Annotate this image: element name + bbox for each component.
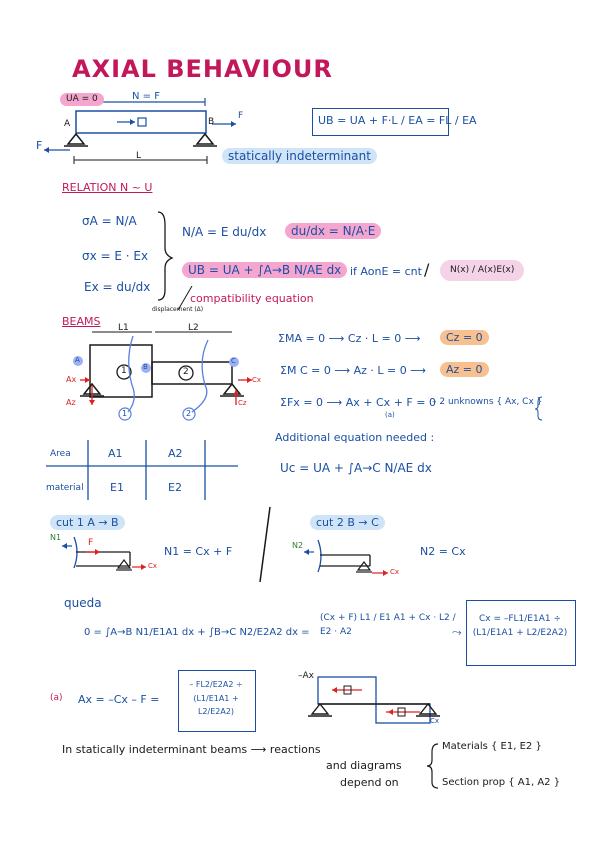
sum-moments-a-eq: ΣMA = 0 ⟶ Cz · L = 0 ⟶ (278, 332, 421, 345)
n1-equation: N1 = Cx + F (164, 545, 233, 558)
l1-label: L1 (118, 323, 129, 333)
cut-2-number: 2 (186, 409, 192, 418)
beam-point-c: C (231, 357, 236, 365)
cut-1-number: 1 (122, 409, 128, 418)
minus-ax-label: –Ax (298, 671, 314, 681)
cut-1-f-label: F (88, 538, 94, 548)
cut-1-n1-label: N1 (50, 533, 62, 542)
table-row-area-label: Area (50, 449, 71, 459)
cut-2-heading: cut 2 B → C (310, 515, 385, 530)
ax-reaction-label: Ax (66, 375, 77, 384)
axial-force-label: N = F (132, 91, 160, 102)
statically-indeterminant-label: statically indeterminant (222, 148, 377, 164)
diagram-cx-label: Cx (430, 717, 440, 725)
n2-equation: N2 = Cx (420, 545, 466, 558)
point-a-label: A (64, 119, 71, 129)
az-zero-highlight: Az = 0 (440, 362, 489, 377)
l2-label: L2 (188, 323, 199, 333)
conclusion-line-3: depend on (340, 776, 399, 789)
table-row-material-label: material (46, 483, 84, 493)
table-cell-e2: E2 (168, 481, 182, 494)
ub-equation: UB = UA + F·L / EA = FL / EA (318, 114, 477, 127)
ua-zero-label: UA = 0 (60, 93, 104, 106)
implies-arrow: ⤳ (452, 625, 462, 639)
compatibility-integral: 0 = ∫A→B N1/E1A1 dx + ∫B→C N2/E2A2 dx = (84, 627, 310, 638)
conclusion-line-2: and diagrams (326, 759, 402, 772)
du-dx-highlight: du/dx = N/A·E (285, 223, 381, 239)
ax-result: – FL2/E2A2 ÷ (L1/E1A1 + L2/E2A2) (189, 680, 243, 717)
az-reaction-label: Az (66, 398, 76, 407)
ax-expression: Ax = –Cx – F = (78, 693, 160, 706)
if-constant-note: if AonE = cnt (350, 265, 422, 278)
beam-point-b: B (143, 363, 148, 371)
n-over-a-eq: N/A = E du/dx (182, 225, 267, 239)
table-cell-a2: A2 (168, 447, 183, 460)
cx-result: Cx = –FL1/E1A1 ÷ (L1/E1A1 + L2/E2A2) (472, 614, 568, 639)
cx-reaction-label: Cx (252, 376, 262, 384)
ax-eq-tag: (a) (50, 693, 63, 703)
two-unknowns-note: – 2 unknowns { Ax, Cx } (432, 397, 543, 407)
beam-segment-2 (152, 362, 232, 384)
cut-1-heading: cut 1 A → B (50, 515, 125, 530)
segment-1-label: 1 (121, 366, 127, 376)
cz-reaction-label: Cz (238, 399, 247, 407)
force-left-label: F (36, 139, 43, 152)
stress-x-eq: σx = E · Ex (82, 249, 149, 263)
additional-equation-note: Additional equation needed : (275, 431, 435, 444)
pin-support-right (197, 134, 213, 144)
beam-point-a: A (75, 356, 80, 364)
length-label: L (136, 151, 142, 161)
integral-result: (Cx + F) L1 / E1 A1 + Cx · L2 / E2 · A2 (320, 613, 456, 637)
queda-heading: queda (64, 596, 102, 610)
strain-eq: Ex = du/dx (84, 280, 151, 294)
pin-support-left (68, 134, 84, 144)
eq-a-tag: (a) (385, 411, 395, 419)
ub-integral-highlight: UB = UA + ∫A→B N/AE dx (182, 262, 347, 278)
nx-fraction-highlight: N(x) / A(x)E(x) (440, 260, 524, 281)
table-cell-a1: A1 (108, 447, 123, 460)
depend-section-props: Section prop { A1, A2 } (442, 777, 561, 788)
beams-heading: BEAMS (62, 315, 101, 328)
cz-zero-highlight: Cz = 0 (440, 330, 489, 345)
displacement-note: displacement (Δ) (152, 306, 204, 313)
depend-materials: Materials { E1, E2 } (442, 741, 542, 752)
conclusion-line-1: In statically indeterminant beams ⟶ reactions (62, 743, 321, 756)
force-right-label: F (238, 111, 244, 121)
sum-forces-x-eq: ΣFx = 0 ⟶ Ax + Cx + F = 0 (280, 396, 436, 409)
compatibility-label: compatibility equation (190, 292, 314, 305)
uc-integral-eq: Uc = UA + ∫A→C N/AE dx (280, 461, 432, 475)
sum-moments-c-eq: ΣM C = 0 ⟶ Az · L = 0 ⟶ (280, 364, 426, 377)
point-b-label: B (208, 117, 215, 127)
relation-heading: RELATION N ~ U (62, 181, 153, 194)
cut-1-cx-label: Cx (148, 562, 158, 570)
table-cell-e1: E1 (110, 481, 124, 494)
cut-2-cx-label: Cx (390, 568, 400, 576)
segment-2-label: 2 (183, 367, 189, 377)
top-beam (76, 111, 206, 133)
page-title: AXIAL BEHAVIOUR (72, 55, 333, 83)
slash-separator: / (424, 260, 430, 279)
cut-2-n2-label: N2 (292, 541, 304, 550)
stress-a-eq: σA = N/A (82, 214, 137, 228)
